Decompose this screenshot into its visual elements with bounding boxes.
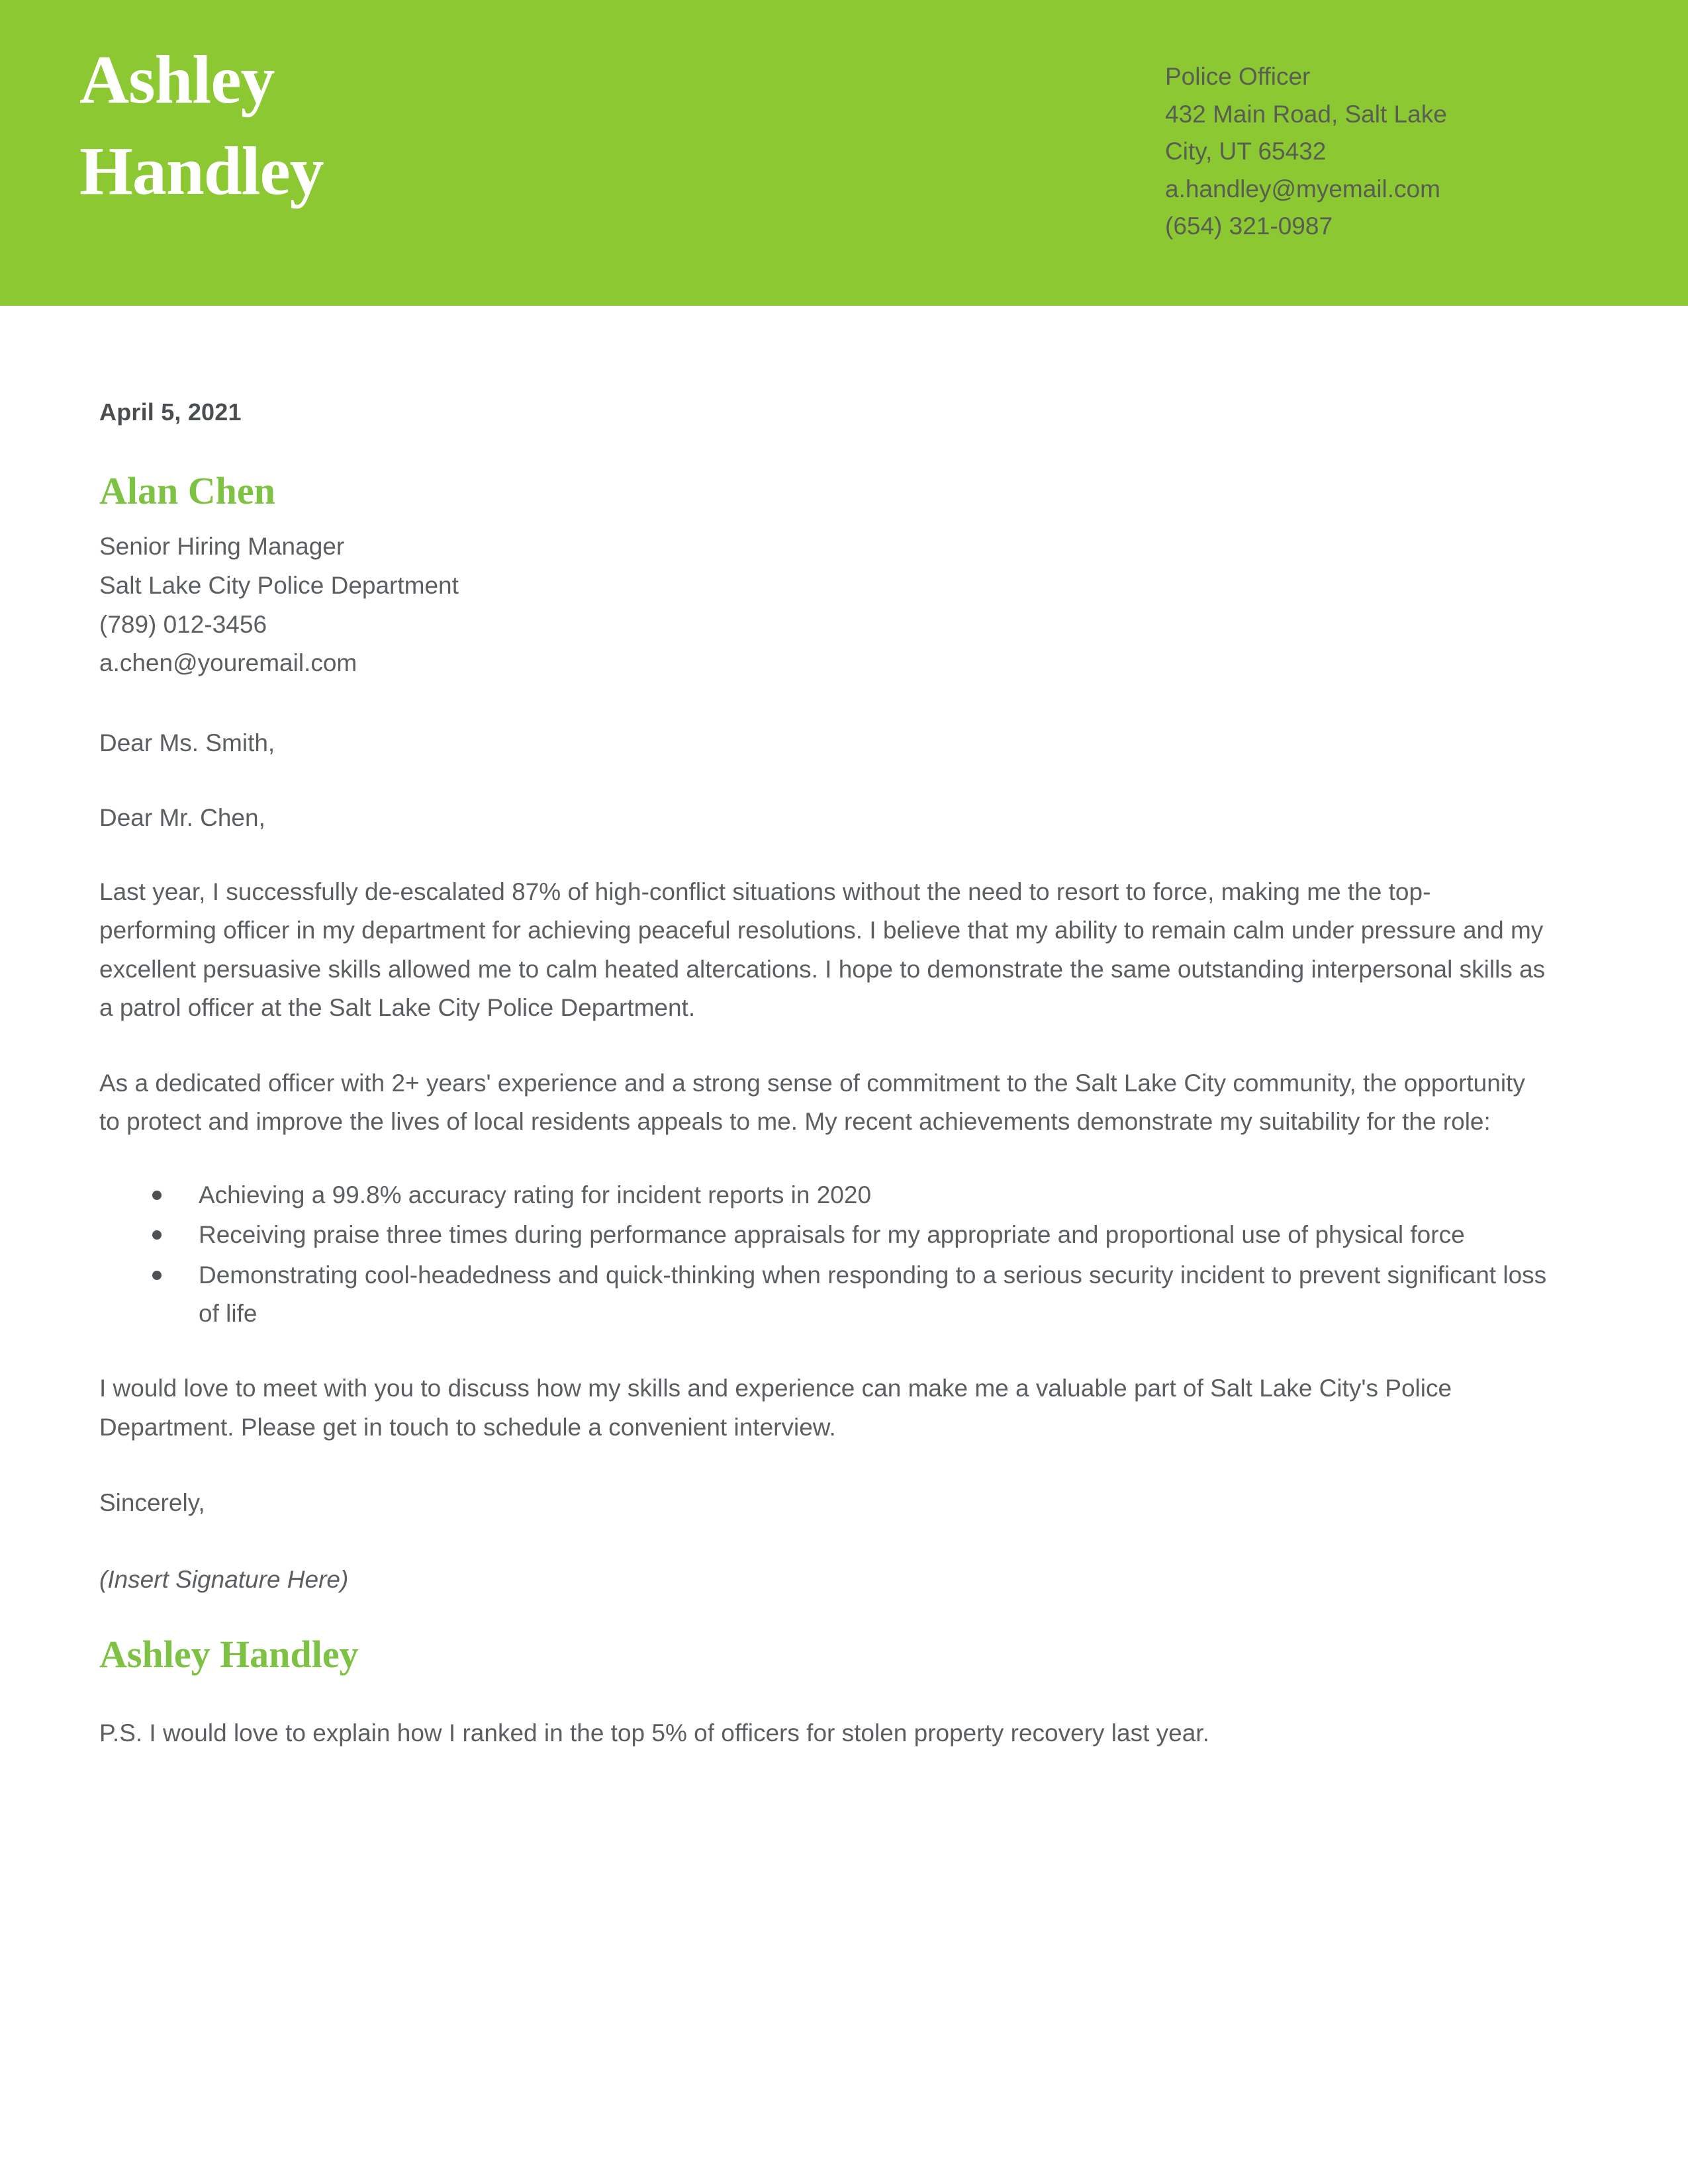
body-paragraph-3: I would love to meet with you to discuss how my skills and experience can make me a valuable part of Salt Lake City's Police Department. Please get in touch to schedule a convenient interview. [99, 1375, 1452, 1441]
list-item: Receiving praise three times during performance appraisals for my appropriate and proportional use of physical force [144, 1216, 1558, 1254]
salutation-secondary: Dear Mr. Chen, [99, 803, 265, 831]
header-band [0, 0, 1688, 306]
applicant-last-name: Handley [79, 133, 324, 210]
salutation-primary: Dear Ms. Smith, [99, 729, 275, 757]
applicant-phone: (654) 321-0987 [1165, 212, 1333, 240]
letter-date: April 5, 2021 [99, 398, 242, 426]
signature-placeholder: (Insert Signature Here) [99, 1565, 349, 1593]
recipient-block [99, 470, 1589, 683]
applicant-contact-block [1165, 58, 1628, 246]
recipient-name: Alan Chen [99, 469, 275, 512]
body-paragraph-2: As a dedicated officer with 2+ years' experience and a strong sense of commitment to the Salt Lake City community, the opportunity to protect and improve the lives of local residents appeals to me. My recent achievements demonstrate my suitability for the role: [99, 1069, 1525, 1136]
list-item: Demonstrating cool-headedness and quick-thinking when responding to a serious security incident to prevent significant loss of life [144, 1256, 1558, 1334]
recipient-phone: (789) 012-3456 [99, 610, 267, 638]
achievements-list [99, 1176, 1558, 1334]
body-paragraph-1: Last year, I successfully de-escalated 87% of high-conflict situations without the need to resort to force, making me the top-performing officer in my department for achieving peaceful resolutions. I believe that my ability to remain calm under pressure and my excellent persuasive skills allowed me to calm heated altercations. I hope to demonstrate the same outstanding interpersonal skills as a patrol officer at the Salt Lake City Police Department. [99, 878, 1546, 1022]
postscript-line: P.S. I would love to explain how I ranked in the top 5% of officers for stolen property recovery last year. [99, 1719, 1209, 1747]
signature-name: Ashley Handley [99, 1633, 359, 1676]
closing-salutation: Sincerely, [99, 1489, 205, 1517]
applicant-email: a.handley@myemail.com [1165, 175, 1440, 203]
applicant-address-line-1: 432 Main Road, Salt Lake [1165, 100, 1447, 128]
letter-body [0, 398, 1688, 1752]
applicant-first-name: Ashley [79, 42, 275, 118]
recipient-title: Senior Hiring Manager [99, 532, 345, 560]
applicant-name [79, 34, 675, 218]
header-inner [0, 0, 1688, 306]
recipient-email: a.chen@youremail.com [99, 649, 357, 677]
recipient-organization: Salt Lake City Police Department [99, 571, 459, 599]
applicant-address-line-2: City, UT 65432 [1165, 138, 1327, 165]
applicant-job-title: Police Officer [1165, 63, 1311, 90]
list-item: Achieving a 99.8% accuracy rating for incident reports in 2020 [144, 1176, 1558, 1214]
